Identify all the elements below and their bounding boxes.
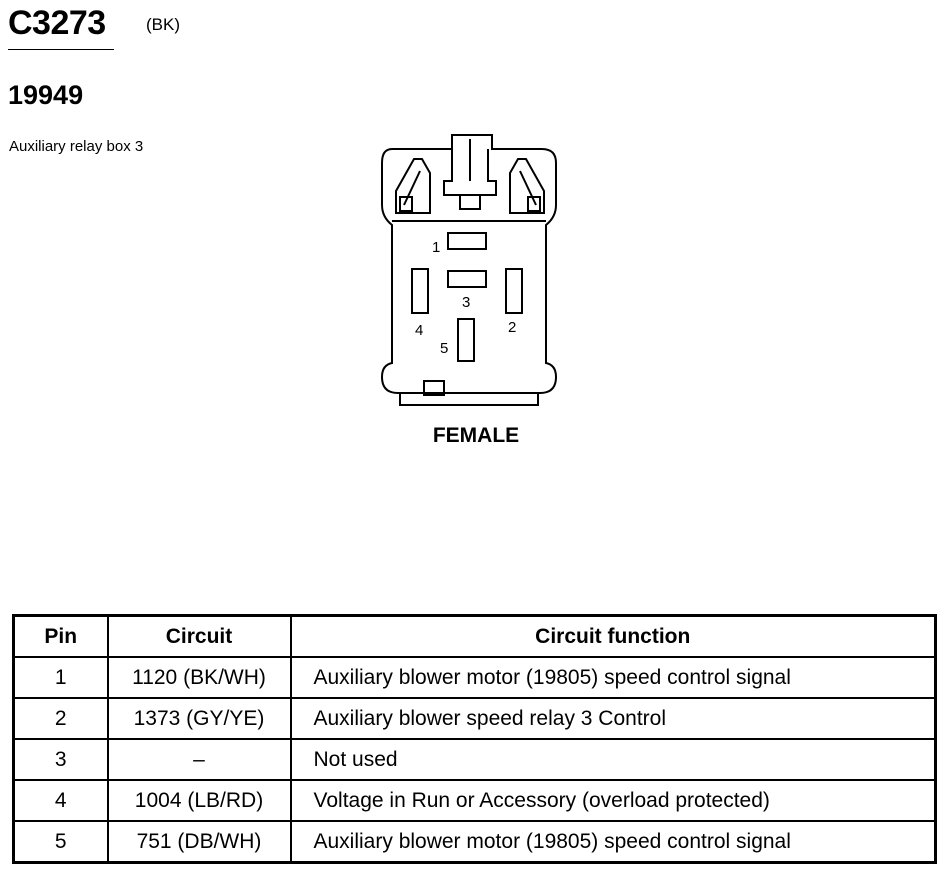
connector-bottom-foot — [400, 393, 538, 405]
pin-cell: 3 — [14, 739, 108, 780]
table-row — [14, 780, 936, 821]
pin-label-1: 1 — [432, 239, 441, 256]
pin-cell: 4 — [14, 780, 108, 821]
circuit-function-cell: Auxiliary blower motor (19805) speed control signal — [291, 657, 936, 698]
circuit-function-cell: Auxiliary blower speed relay 3 Control — [291, 698, 936, 739]
table-header-row — [14, 616, 936, 658]
connector-latch-block — [460, 195, 480, 209]
table-row — [14, 821, 936, 863]
pinout-table — [12, 614, 937, 864]
table-row — [14, 657, 936, 698]
pin-cell: 1 — [14, 657, 108, 698]
connector-color: (BK) — [146, 15, 180, 34]
pin-label-4: 4 — [415, 322, 424, 339]
connector-id: C3273 — [8, 4, 106, 42]
circuit-function-cell: Not used — [291, 739, 936, 780]
pin-label-5: 5 — [440, 340, 449, 357]
column-header-circuit-function: Circuit function — [291, 616, 936, 658]
table-row — [14, 739, 936, 780]
circuit-cell: 1004 (LB/RD) — [108, 780, 291, 821]
title-underline — [8, 49, 114, 50]
pin-cavity-1 — [448, 233, 486, 249]
circuit-cell: 751 (DB/WH) — [108, 821, 291, 863]
circuit-cell: – — [108, 739, 291, 780]
part-number: 19949 — [8, 80, 84, 110]
connector-gender-label: FEMALE — [432, 424, 520, 447]
connector-face-diagram — [370, 125, 570, 415]
connector-description: Auxiliary relay box 3 — [9, 138, 144, 155]
circuit-cell: 1373 (GY/YE) — [108, 698, 291, 739]
circuit-function-cell: Auxiliary blower motor (19805) speed control signal — [291, 821, 936, 863]
pin-label-3: 3 — [462, 294, 471, 311]
pin-cavity-4 — [412, 269, 428, 313]
pin-cavity-3 — [448, 271, 486, 287]
column-header-pin: Pin — [14, 616, 108, 658]
circuit-function-cell: Voltage in Run or Accessory (overload protected) — [291, 780, 936, 821]
pin-cell: 5 — [14, 821, 108, 863]
circuit-cell: 1120 (BK/WH) — [108, 657, 291, 698]
table-row — [14, 698, 936, 739]
column-header-circuit: Circuit — [108, 616, 291, 658]
pin-cavity-2 — [506, 269, 522, 313]
pin-cavity-5 — [458, 319, 474, 361]
pin-cell: 2 — [14, 698, 108, 739]
pin-label-2: 2 — [508, 319, 517, 336]
